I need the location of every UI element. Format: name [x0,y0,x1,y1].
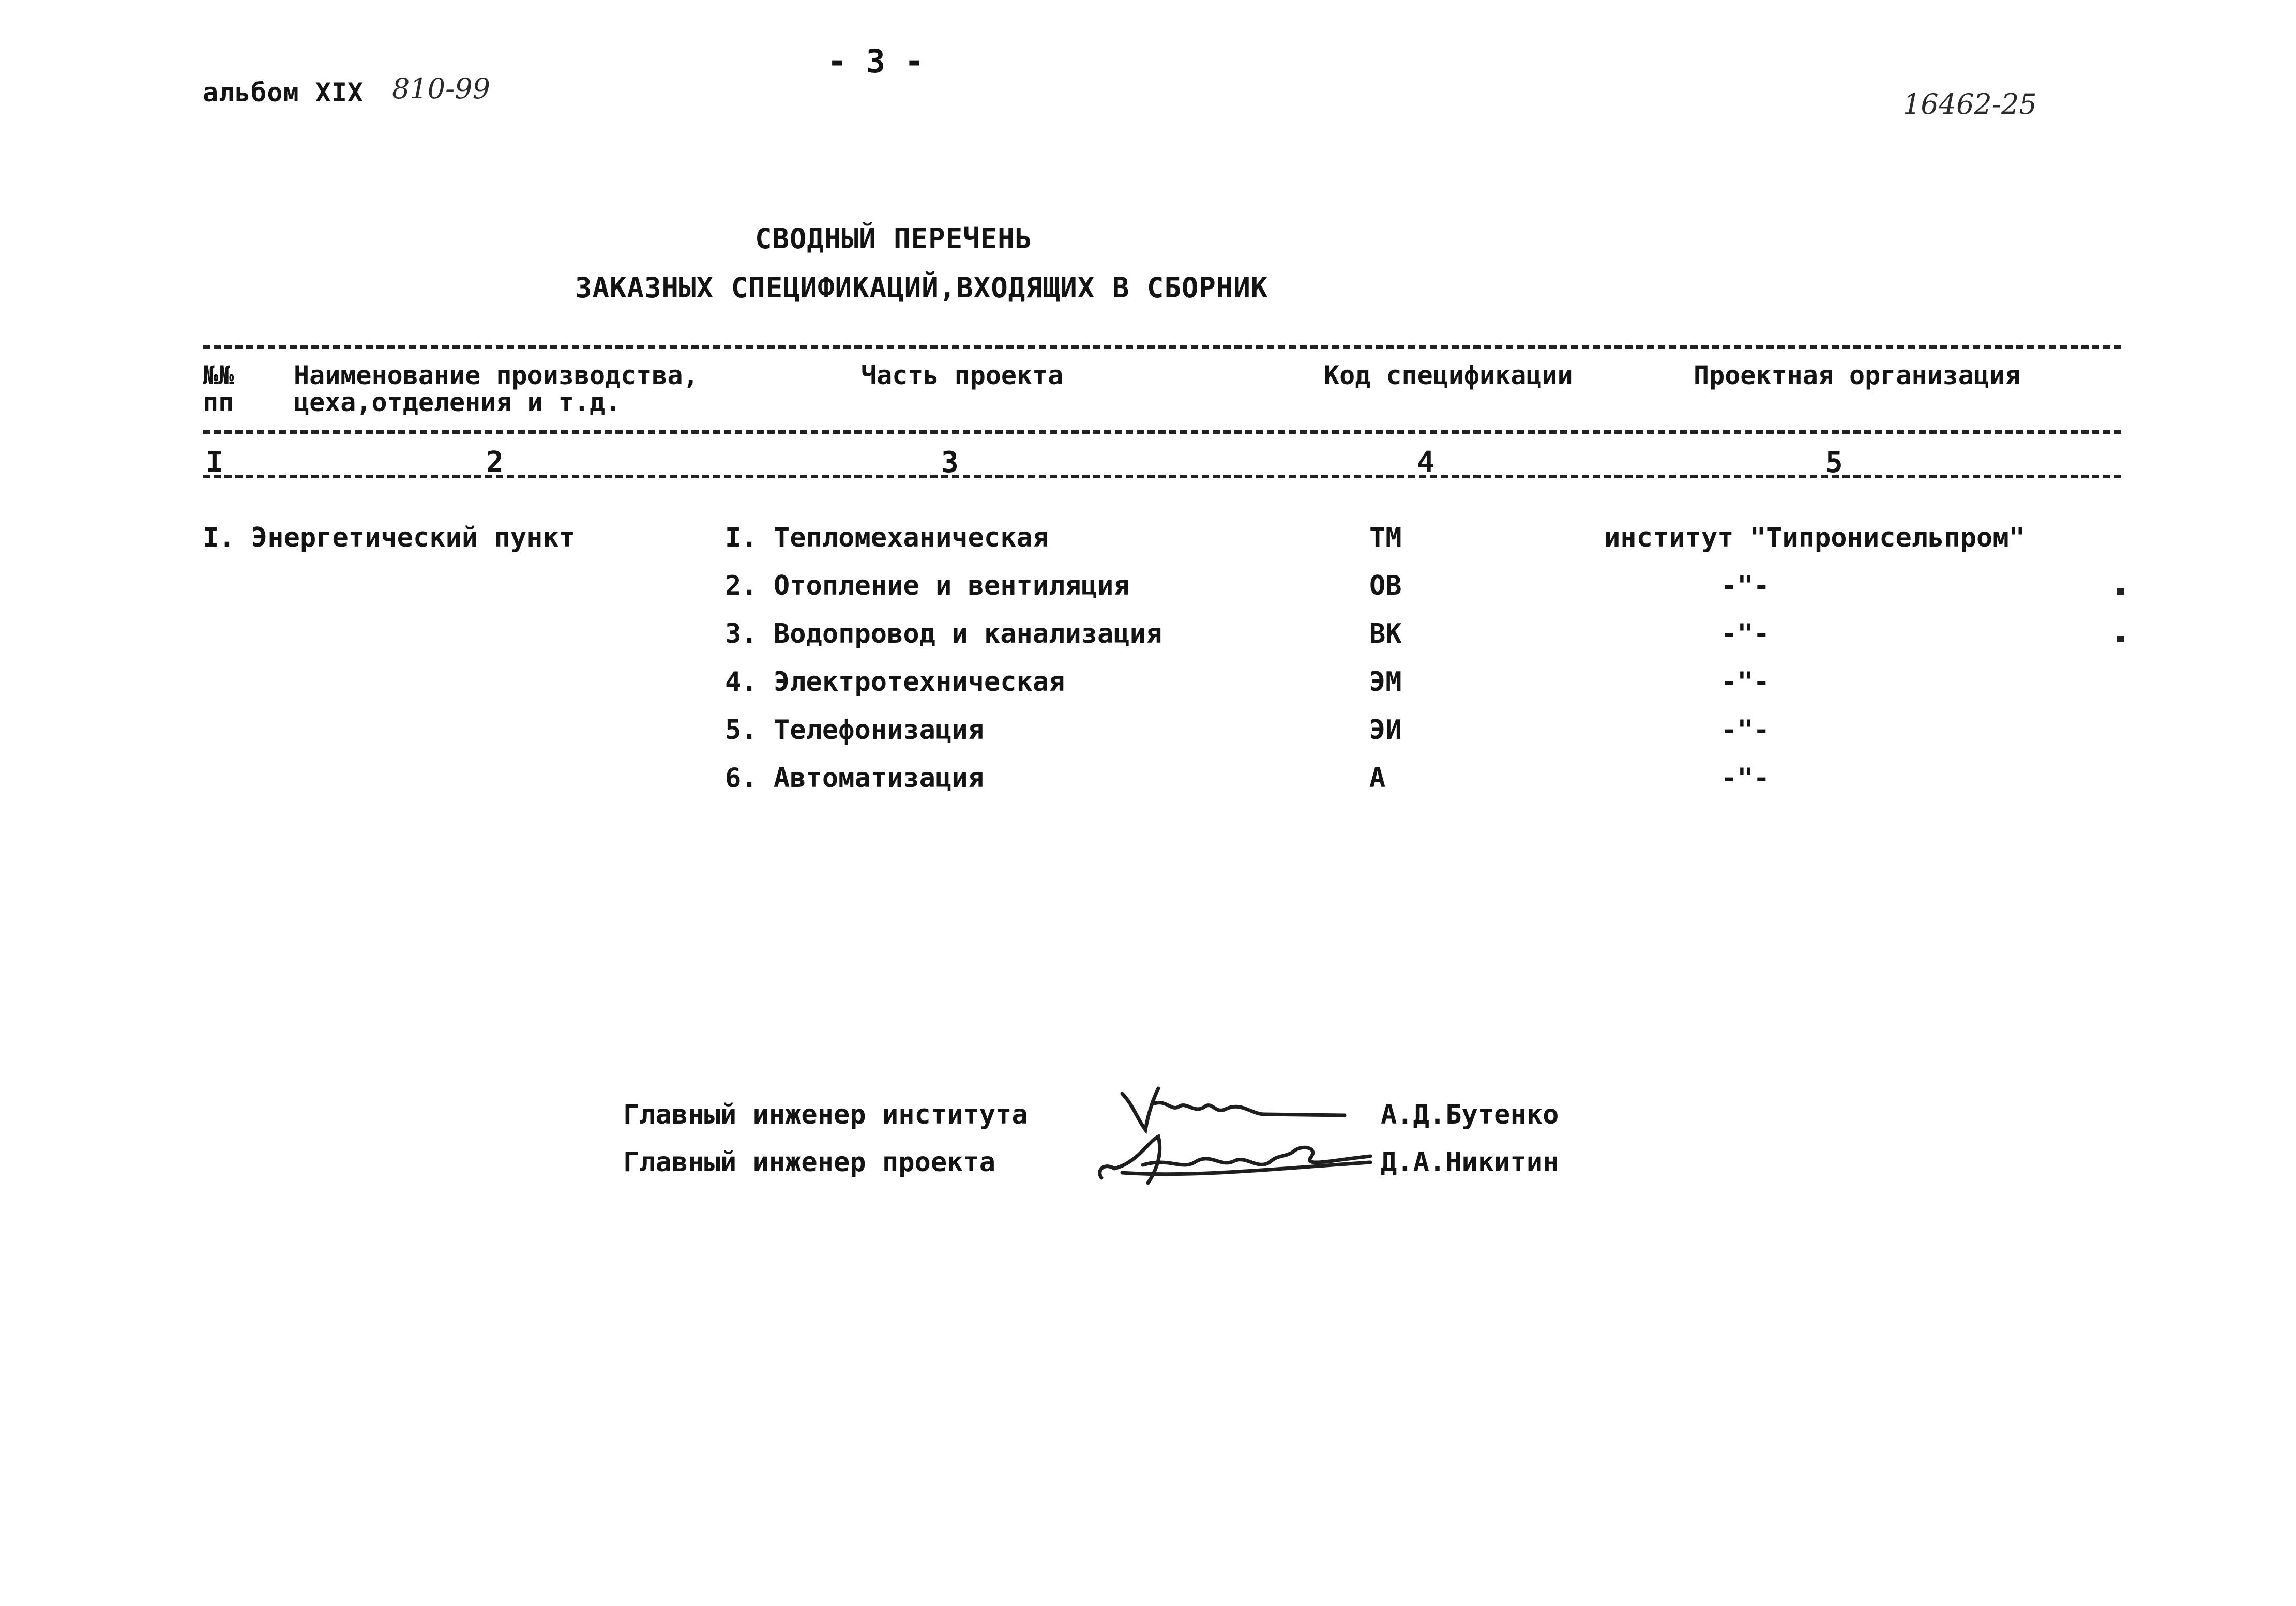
column-number-1: I [206,446,223,479]
signature-name-1: А.Д.Бутенко [1381,1099,1559,1130]
row-1-code: ТМ [1369,522,1402,553]
album-handwritten-code: 810-99 [392,72,491,105]
row-2-part: 2. Отопление и вентиляция [725,570,1130,601]
margin-mark [2117,636,2124,642]
signature-name-2: Д.А.Никитин [1381,1147,1559,1178]
row-6-org: -"- [1721,763,1770,794]
column-number-3: 3 [941,446,959,479]
row-2-org: -"- [1721,570,1770,601]
row-2-code: ОВ [1369,570,1402,601]
row-6-code: А [1369,763,1386,794]
row-1-org: институт "Типронисельпром" [1604,522,2025,553]
column-number-2: 2 [486,446,504,479]
header-num-line-2: пп [203,387,234,417]
column-number-4: 4 [1417,446,1434,479]
column-number-5: 5 [1825,446,1843,479]
album-label: альбом XIX [203,78,364,108]
header-org: Проектная организация [1694,360,2021,390]
document-number: 16462-25 [1903,88,2037,120]
row-3-org: -"- [1721,618,1770,649]
handwritten-signature-2 [1091,1126,1381,1193]
margin-mark [2117,588,2124,595]
header-name-line-2: цеха,отделения и т.д. [294,387,621,417]
header-name-line-1: Наименование производства, [294,360,699,390]
header-num [203,362,234,416]
row-5-code: ЭИ [1369,715,1402,746]
page-number: - 3 - [827,42,924,80]
title-line-2: ЗАКАЗНЫХ СПЕЦИФИКАЦИЙ,ВХОДЯЩИХ В СБОРНИК [575,271,1268,304]
header-code: Код спецификации [1324,360,1573,390]
row-5-org: -"- [1721,715,1770,746]
row-1-part: I. Тепломеханическая [725,522,1049,553]
header-bottom-rule [203,430,2121,434]
title-line-1: СВОДНЫЙ ПЕРЕЧЕНЬ [755,222,1033,255]
header-num-line-1: №№ [203,360,234,390]
group-name: I. Энергетический пункт [203,522,576,553]
row-6-part: 6. Автоматизация [725,763,984,794]
signature-position-1: Главный инженер института [623,1099,1028,1130]
header-name [294,362,699,416]
row-4-code: ЭМ [1369,666,1402,698]
table-top-rule [203,345,2121,349]
row-3-part: 3. Водопровод и канализация [725,618,1162,649]
row-4-part: 4. Электротехническая [725,666,1065,698]
row-5-part: 5. Телефонизация [725,715,984,746]
signature-position-2: Главный инженер проекта [623,1147,996,1178]
row-3-code: ВК [1369,618,1402,649]
header-part: Часть проекта [861,360,1064,390]
row-4-org: -"- [1721,666,1770,698]
